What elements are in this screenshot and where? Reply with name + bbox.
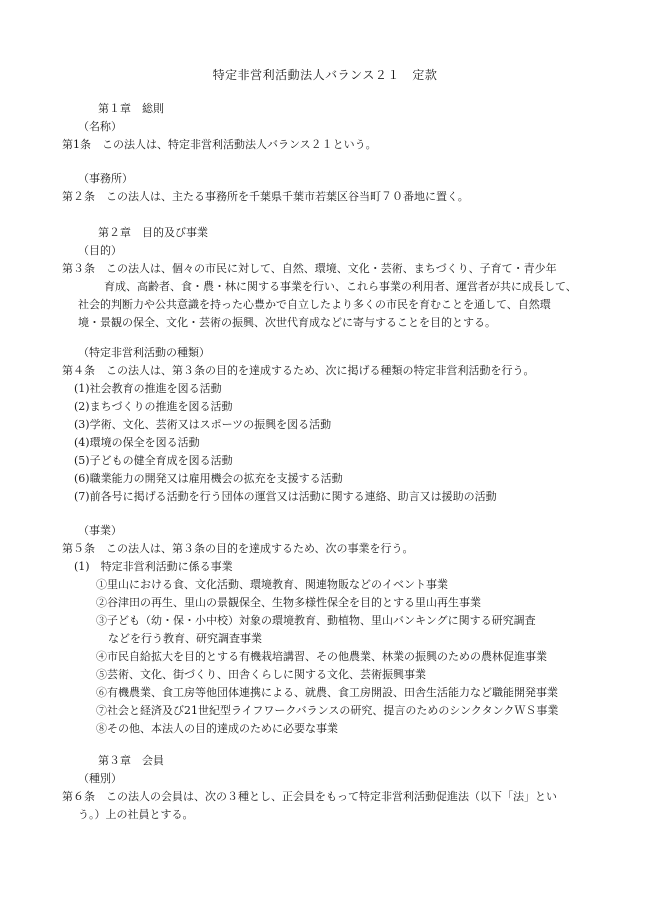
list-item: (2)まちづくりの推進を図る活動 (74, 400, 233, 413)
chapter-heading: 第１章 総則 (98, 102, 164, 115)
document-title: 特定非営利活動法人バランス２１ 定款 (212, 68, 438, 82)
article-heading: （名称） (78, 120, 122, 133)
article-4: 第４条 この法人は、第３条の目的を達成するため、次に掲げる種類の特定非営利活動を行う。 (62, 364, 535, 377)
sub-item: ④市民自給拡大を目的とする有機栽培講習、その他農業、林業の振興のための農林促進事業 (96, 650, 547, 663)
list-item: (3)学術、文化、芸術又はスポーツの振興を図る活動 (74, 418, 332, 431)
article-3-line: 育成、高齢者、食・農・林に関する事業を行い、これら事業の利用者、運営者が共に成長して、 (104, 280, 577, 293)
chapter-heading: 第２章 目的及び事業 (98, 226, 208, 239)
article-heading: （目的） (78, 244, 122, 257)
list-item: (1)社会教育の推進を図る活動 (74, 382, 222, 395)
article-2-block (0, 170, 650, 206)
article-6-line: 第６条 この法人の会員は、次の３種とし、正会員をもって特定非営利活動促進法（以下「法」とい (62, 790, 557, 803)
sub-item: ②谷津田の再生、里山の景観保全、生物多様性保全を目的とする里山再生事業 (96, 596, 481, 609)
article-4-block (0, 344, 650, 506)
article-3-line: 第３条 この法人は、個々の市民に対して、自然、環境、文化・芸術、まちづくり、子育て・青少年 (62, 262, 557, 275)
article-heading: （種別） (78, 772, 122, 785)
chapter-heading: 第３章 会員 (98, 754, 164, 767)
article-6-line: う。）上の社員とする。 (78, 808, 194, 821)
article-2: 第２条 この法人は、主たる事務所を千葉県千葉市若葉区谷当町７０番地に置く。 (62, 190, 469, 203)
article-5-block (0, 522, 650, 738)
article-heading: （事業） (78, 524, 122, 537)
article-5: 第５条 この法人は、第３条の目的を達成するため、次の事業を行う。 (62, 542, 414, 555)
sub-item: ⑧その他、本法人の目的達成のために必要な事業 (96, 722, 338, 735)
list-item: (7)前各号に掲げる活動を行う団体の運営又は活動に関する連絡、助言又は援助の活動 (74, 490, 497, 503)
article-3-line: 社会的判断力や公共意識を持った心豊かで自立したより多くの市民を育むことを通して、自然環 (78, 298, 551, 311)
sub-item: ⑦社会と経済及び21世紀型ライフワークバランスの研究、提言のためのシンクタンクＷＳ事業 (96, 704, 559, 717)
article-heading: （事務所） (78, 172, 133, 185)
chapter-2 (0, 224, 650, 332)
list-item: (5)子どもの健全育成を図る活動 (74, 454, 233, 467)
list-item: (4)環境の保全を図る活動 (74, 436, 200, 449)
list-item: (6)職業能力の開発又は雇用機会の拡充を支援する活動 (74, 472, 343, 485)
article-3-line: 境・景観の保全、文化・芸術の振興、次世代育成などに寄与することを目的とする。 (78, 316, 496, 329)
sub-item: ③子ども（幼・保・小中校）対象の環境教育、動植物、里山バンキングに関する研究調査 (96, 614, 536, 627)
sub-item: ⑥有機農業、食工房等他団体連携による、就農、食工房開設、田舎生活能力など職能開発事業 (96, 686, 558, 699)
chapter-3 (0, 752, 650, 824)
sub-item: ⑤芸術、文化、街づくり、田舎くらしに関する文化、芸術振興事業 (96, 668, 426, 681)
sub-item: ①里山における食、文化活動、環境教育、関連物販などのイベント事業 (96, 578, 448, 591)
list-item: (1) 特定非営利活動に係る事業 (74, 560, 233, 573)
article-1: 第1条 この法人は、特定非営利活動法人バランス２１という。 (62, 138, 377, 151)
sub-item: などを行う教育、研究調査事業 (108, 632, 262, 645)
chapter-1 (0, 100, 650, 154)
article-heading: （特定非営利活動の種類） (78, 346, 210, 359)
